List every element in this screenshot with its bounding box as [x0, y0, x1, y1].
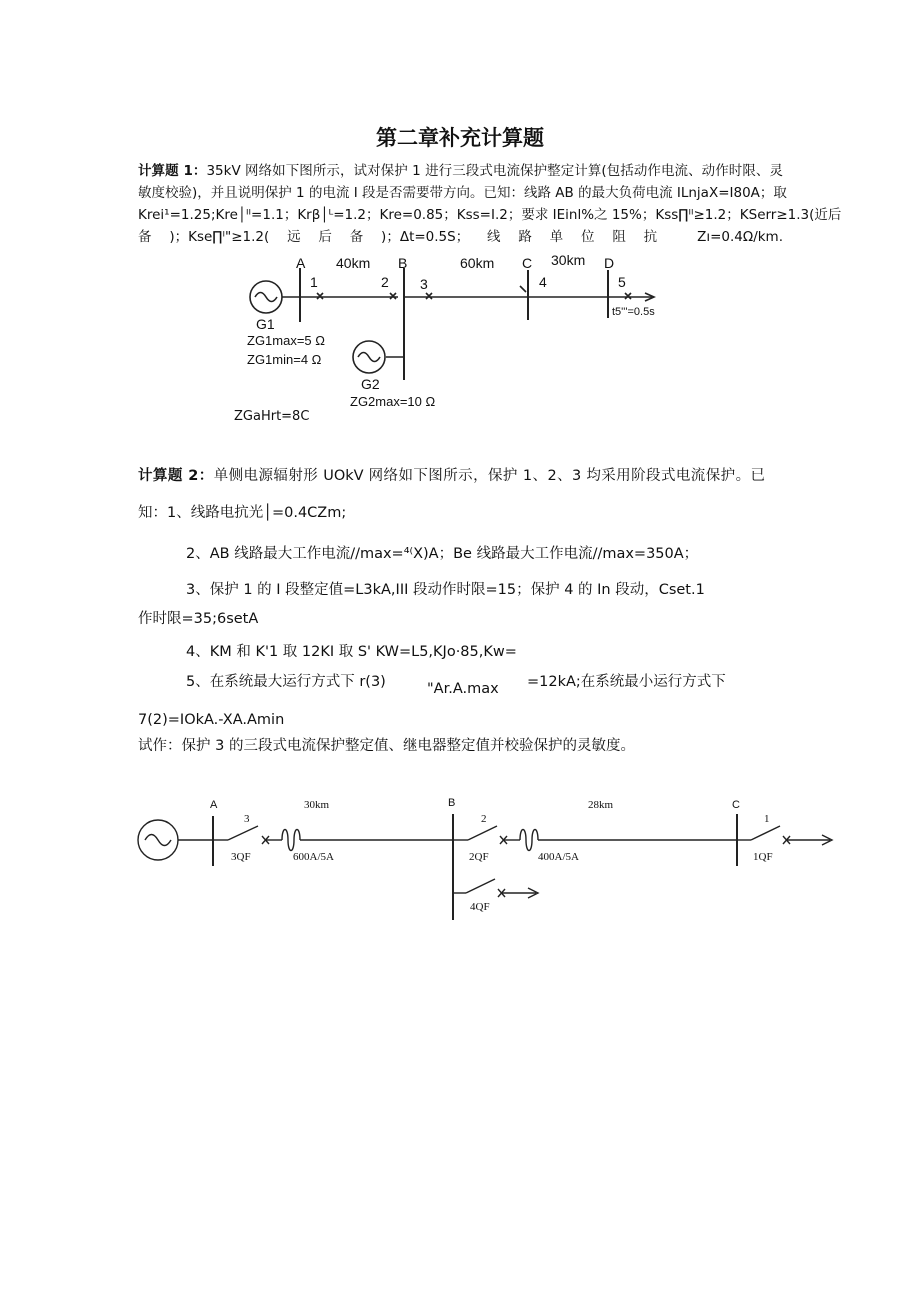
problem2-line7: 7(2)=IOkA.-XA.Amin	[138, 712, 285, 728]
d1-zg1min: ZG1min=4 Ω	[247, 352, 322, 367]
d1-bus-b-label: B	[398, 255, 408, 271]
d2-ct2-label: 400A/5A	[538, 851, 579, 863]
d1-g2-label: G2	[361, 376, 380, 392]
breaker3-icon	[426, 293, 432, 299]
d2-qf4: 4QF	[470, 901, 490, 913]
breaker4-icon	[520, 286, 526, 292]
d1-dist-bc: 60km	[460, 255, 495, 271]
d2-qf1: 1QF	[753, 851, 773, 863]
d1-bus-c-label: C	[522, 255, 533, 271]
g2-sine-icon	[358, 353, 380, 362]
problem2-line2: 知：1、线路电抗光│=0.4CZm;	[138, 505, 347, 521]
d2-dist-ab: 30km	[304, 799, 330, 811]
problem2-item5b: =12kA;在系统最小运行方式下	[527, 674, 726, 690]
problem1-line2: 敏度校验)，并且说明保护 1 的电流 I 段是否需要带方向。已知：线路 AB 的最大负荷电流 ILnjaX=I80A；取	[138, 185, 787, 201]
d1-bus-d-label: D	[604, 255, 615, 271]
problem1-line4: 备)；Kse∏ᴵ"≥1.2(远后备)；Δt=0.5S；线路单位阻抗 Zı=0.4Ω/km.	[138, 229, 783, 245]
d2-dist-bc: 28km	[588, 799, 614, 811]
problem2-item5a: 5、在系统最大运行方式下 r(3)	[186, 674, 386, 690]
problem2-item3: 3、保护 1 的 I 段整定值=L3kA,III 段动作时限=15；保护 4 的 In 段动，Cset.1	[186, 582, 705, 598]
d1-g1-label: G1	[256, 316, 275, 332]
d2-p1: 1	[764, 813, 770, 825]
problem1-note: ZGaHrt=8C	[234, 409, 310, 424]
problem2-item5sub: "Ar.A.max	[427, 681, 499, 697]
d1-p2: 2	[381, 274, 389, 290]
d2-qf2: 2QF	[469, 851, 489, 863]
d1-p5: 5	[618, 274, 626, 290]
d1-dist-cd: 30km	[551, 252, 586, 268]
d1-dist-ab: 40km	[336, 255, 371, 271]
breaker5-icon	[625, 293, 631, 299]
problem1-line3: Krei¹=1.25;Kre│ᴵᴵ=1.1；Krβ│ᴸ=1.2；Kre=0.85；Kss=I.2；要求 IEinl%之 15%；Kss∏ᴵᴵ≥1.2；KSerr≥1.3(近后	[138, 207, 842, 223]
d1-zg1max: ZG1max=5 Ω	[247, 333, 325, 348]
g1-sine-icon	[255, 293, 277, 302]
problem2-item2: 2、AB 线路最大工作电流//max=⁴⁽X)A；Be 线路最大工作电流//max=350A；	[186, 546, 699, 562]
problem2-task: 试作：保护 3 的三段式电流保护整定值、继电器整定值并校验保护的灵敏度。	[138, 738, 635, 754]
breaker2-icon	[390, 293, 396, 299]
d1-p4: 4	[539, 274, 547, 290]
problem2-item3b: 作时限=35;6setA	[138, 611, 259, 627]
page-title: 第二章补充计算题	[376, 126, 544, 150]
d2-p3: 3	[244, 813, 250, 825]
d1-bus-a-label: A	[296, 255, 306, 271]
d2-qf3: 3QF	[231, 851, 251, 863]
d1-p1: 1	[310, 274, 318, 290]
d1-p3: 3	[420, 276, 428, 292]
d1-zg2max: ZG2max=10 Ω	[350, 394, 436, 409]
problem2-item4: 4、KM 和 K'1 取 12KI 取 S' KW=L5,KJo·85,Kw=	[186, 644, 517, 660]
problem2-line1: 计算题 2：单侧电源辐射形 UOkV 网络如下图所示，保护 1、2、3 均采用阶段式电流保护。已	[138, 468, 766, 484]
d2-p2: 2	[481, 813, 487, 825]
breaker1-icon	[317, 293, 323, 299]
d2-bus-a-label: A	[210, 799, 218, 811]
problem1-line1: 计算题 1：35kV 网络如下图所示，试对保护 1 进行三段式电流保护整定计算(包括动作电流、动作时限、灵	[138, 163, 783, 179]
d2-bus-b-label: B	[448, 797, 456, 809]
d1-t5: t5'''=0.5s	[612, 306, 655, 318]
d2-bus-c-label: C	[732, 799, 740, 811]
d2-ct1-label: 600A/5A	[293, 851, 334, 863]
